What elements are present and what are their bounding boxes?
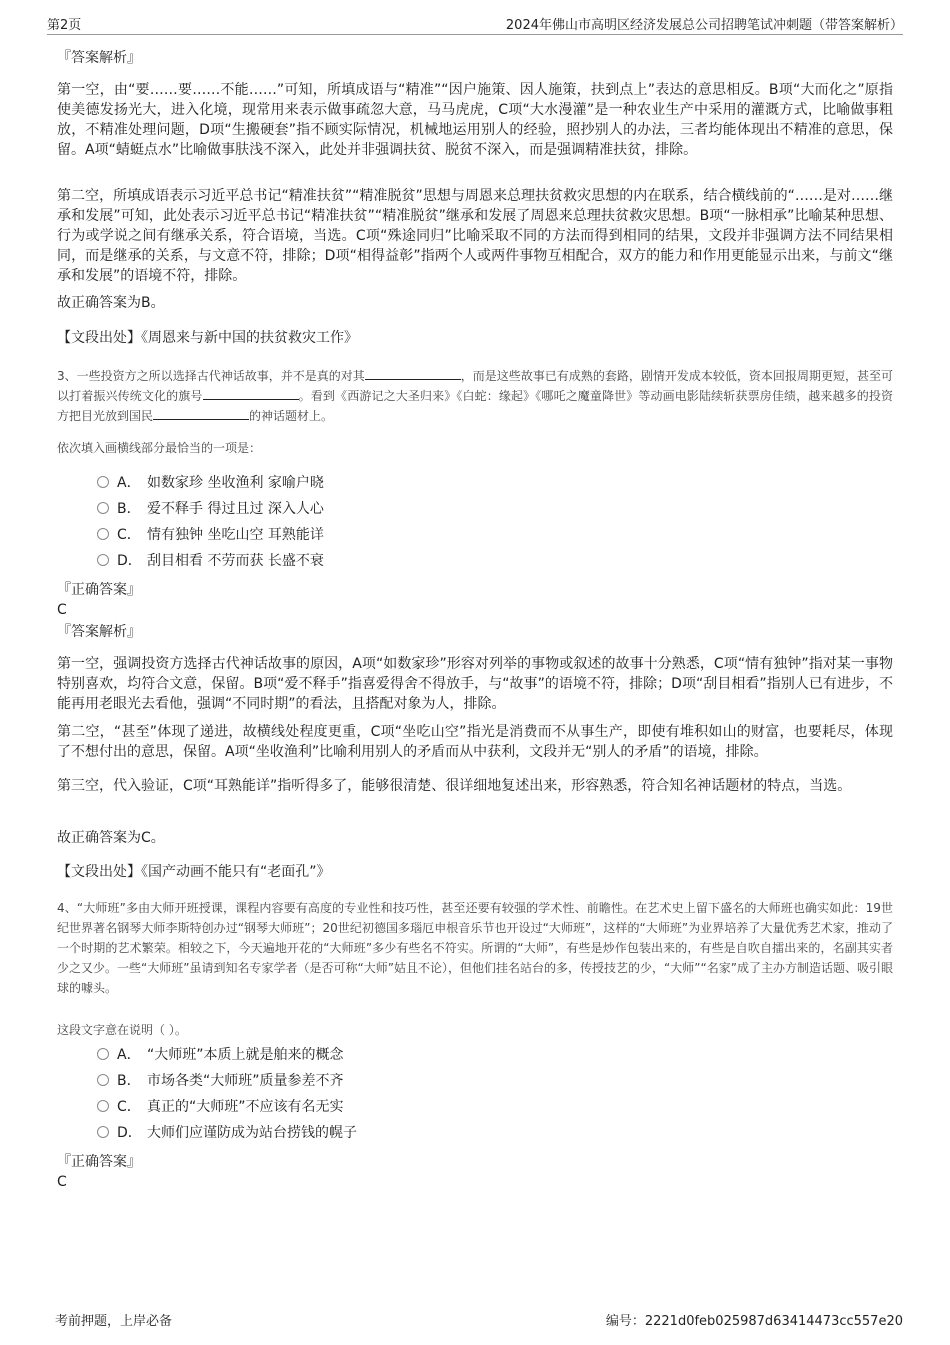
analysis-label: 『答案解析』: [57, 624, 141, 640]
blank-3[interactable]: [153, 406, 249, 420]
analysis-label: 『答案解析』: [57, 50, 141, 66]
footer-slogan: 考前押题，上岸必备: [55, 1314, 173, 1329]
correct-answer-label: 『正确答案』: [57, 1154, 141, 1170]
option-b[interactable]: B． 市场各类“大师班”质量参差不齐: [97, 1070, 344, 1092]
question-4-prompt: 这段文字意在说明（ ）。: [57, 1023, 187, 1037]
document-title: 2024年佛山市高明区经济发展总公司招聘笔试冲刺题（带答案解析）: [505, 18, 903, 33]
page-header: [47, 10, 903, 35]
answer-conclusion: 故正确答案为C。: [57, 830, 165, 846]
option-c[interactable]: C． 真正的“大师班”不应该有名无实: [97, 1096, 344, 1118]
text-source: 【文段出处】《周恩来与新中国的扶贫救灾工作》: [57, 330, 358, 346]
correct-answer-label: 『正确答案』: [57, 582, 141, 598]
option-a[interactable]: A． “大师班”本质上就是舶来的概念: [97, 1044, 344, 1066]
option-c[interactable]: C． 情有独钟 坐吃山空 耳熟能详: [97, 524, 324, 546]
option-d[interactable]: D． 刮目相看 不劳而获 长盛不衰: [97, 550, 324, 572]
correct-answer: C: [57, 1174, 67, 1190]
radio-icon[interactable]: [97, 476, 109, 488]
page-number: 第2页: [47, 18, 82, 33]
blank-2[interactable]: [203, 386, 299, 400]
option-d[interactable]: D． 大师们应谨防成为站台捞钱的幌子: [97, 1122, 357, 1144]
radio-icon[interactable]: [97, 528, 109, 540]
question-3-prompt: 依次填入画横线部分最恰当的一项是：: [57, 441, 262, 455]
question-3-stem: 3、一些投资方之所以选择古代神话故事，并不是真的对其 ，而是这些故事已有成熟的套路，剧情开发成本较低，资本回报周期更短，甚至可以打着振兴传统文化的旗号 。看到《西游记之大圣归来》《白蛇：缘起》《哪吒之魔童降世》等动画电影陆续斩获票房佳绩，越来越多的投资方把目光放到国民 的神话题材上。: [57, 366, 893, 426]
analysis-paragraph-3: 第三空，代入验证，C项“耳熟能详”指听得多了，能够很清楚、很详细地复述出来，形容熟悉，符合知名神话题材的特点，当选。: [57, 778, 852, 794]
text-source: 【文段出处】《国产动画不能只有“老面孔”》: [57, 864, 331, 880]
answer-conclusion: 故正确答案为B。: [57, 295, 165, 311]
analysis-paragraph-1: 第一空，由“要……要……不能……”可知，所填成语与“精准”“因户施策、因人施策，扶到点上”表达的意思相反。B项“大而化之”原指使美德发扬光大，进入化境，现常用来表示做事疏忽大意，马马虎虎，C项“大水漫灌”是一种农业生产中采用的灌溉方式，比喻做事粗放，不精准处理问题，D项“生搬硬套”指不顾实际情况，机械地运用别人的经验，照抄别人的办法，三者均能体现出不精准的意思，保留。A项“蜻蜓点水”比喻做事肤浅不深入，此处并非强调扶贫、脱贫不深入，而是强调精准扶贫，排除。: [57, 82, 893, 158]
radio-icon[interactable]: [97, 502, 109, 514]
question-4-stem: 4、“大师班”多由大师开班授课，课程内容要有高度的专业性和技巧性，甚至还要有较强的学术性、前瞻性。在艺术史上留下盛名的大师班也确实如此：19世纪世界著名钢琴大师李斯特创办过“钢琴大师班”；20世纪初德国多瑙厄申根音乐节也开设过“大师班”，这样的“大师班”为业界培养了大量优秀艺术家，推动了一个时期的艺术繁荣。相较之下，今天遍地开花的“大师班”多少有些名不符实。所谓的“大师”，有些是炒作包装出来的，有些是自吹自擂出来的，名副其实者少之又少。一些“大师班”虽请到知名专家学者（是否可称“大师”姑且不论），但他们挂名站台的多，传授技艺的少，“大师”“名家”成了主办方制造话题、吸引眼球的噱头。: [57, 901, 893, 995]
blank-1[interactable]: [365, 366, 461, 380]
option-a[interactable]: A． 如数家珍 坐收渔利 家喻户晓: [97, 472, 324, 494]
analysis-paragraph-1: 第一空，强调投资方选择古代神话故事的原因，A项“如数家珍”形容对列举的事物或叙述的故事十分熟悉，C项“情有独钟”指对某一事物特别喜欢，均符合文意，保留。B项“爱不释手”指喜爱得舍不得放手，与“故事”的语境不符，排除；D项“刮目相看”指别人已有进步，不能再用老眼光去看他，强调“不同时期”的看法，且搭配对象为人，排除。: [57, 656, 893, 712]
analysis-paragraph-2: 第二空，“甚至”体现了递进，故横线处程度更重，C项“坐吃山空”指光是消费而不从事生产，即使有堆积如山的财富，也要耗尽，体现了不想付出的意思，保留。A项“坐收渔利”比喻利用别人的矛盾而从中获利，文段并无“别人的矛盾”的语境，排除。: [57, 724, 893, 760]
document-id: 编号：2221d0feb025987d63414473cc557e20: [605, 1314, 903, 1329]
radio-icon[interactable]: [97, 1126, 109, 1138]
radio-icon[interactable]: [97, 554, 109, 566]
option-b[interactable]: B． 爱不释手 得过且过 深入人心: [97, 498, 324, 520]
correct-answer: C: [57, 602, 67, 618]
radio-icon[interactable]: [97, 1074, 109, 1086]
radio-icon[interactable]: [97, 1100, 109, 1112]
analysis-paragraph-2: 第二空，所填成语表示习近平总书记“精准扶贫”“精准脱贫”思想与周恩来总理扶贫救灾思想的内在联系，结合横线前的“……是对……继承和发展”可知，此处表示习近平总书记“精准扶贫”“精准脱贫”继承和发展了周恩来总理扶贫救灾思想。B项“一脉相承”比喻某种思想、行为或学说之间有继承关系，符合语境，当选。C项“殊途同归”比喻采取不同的方法而得到相同的结果，文段并非强调方法不同结果相同，而是继承的关系，与文意不符，排除；D项“相得益彰”指两个人或两件事物互相配合，双方的能力和作用更能显示出来，与前文“继承和发展”的语境不符，排除。: [57, 188, 893, 284]
radio-icon[interactable]: [97, 1048, 109, 1060]
